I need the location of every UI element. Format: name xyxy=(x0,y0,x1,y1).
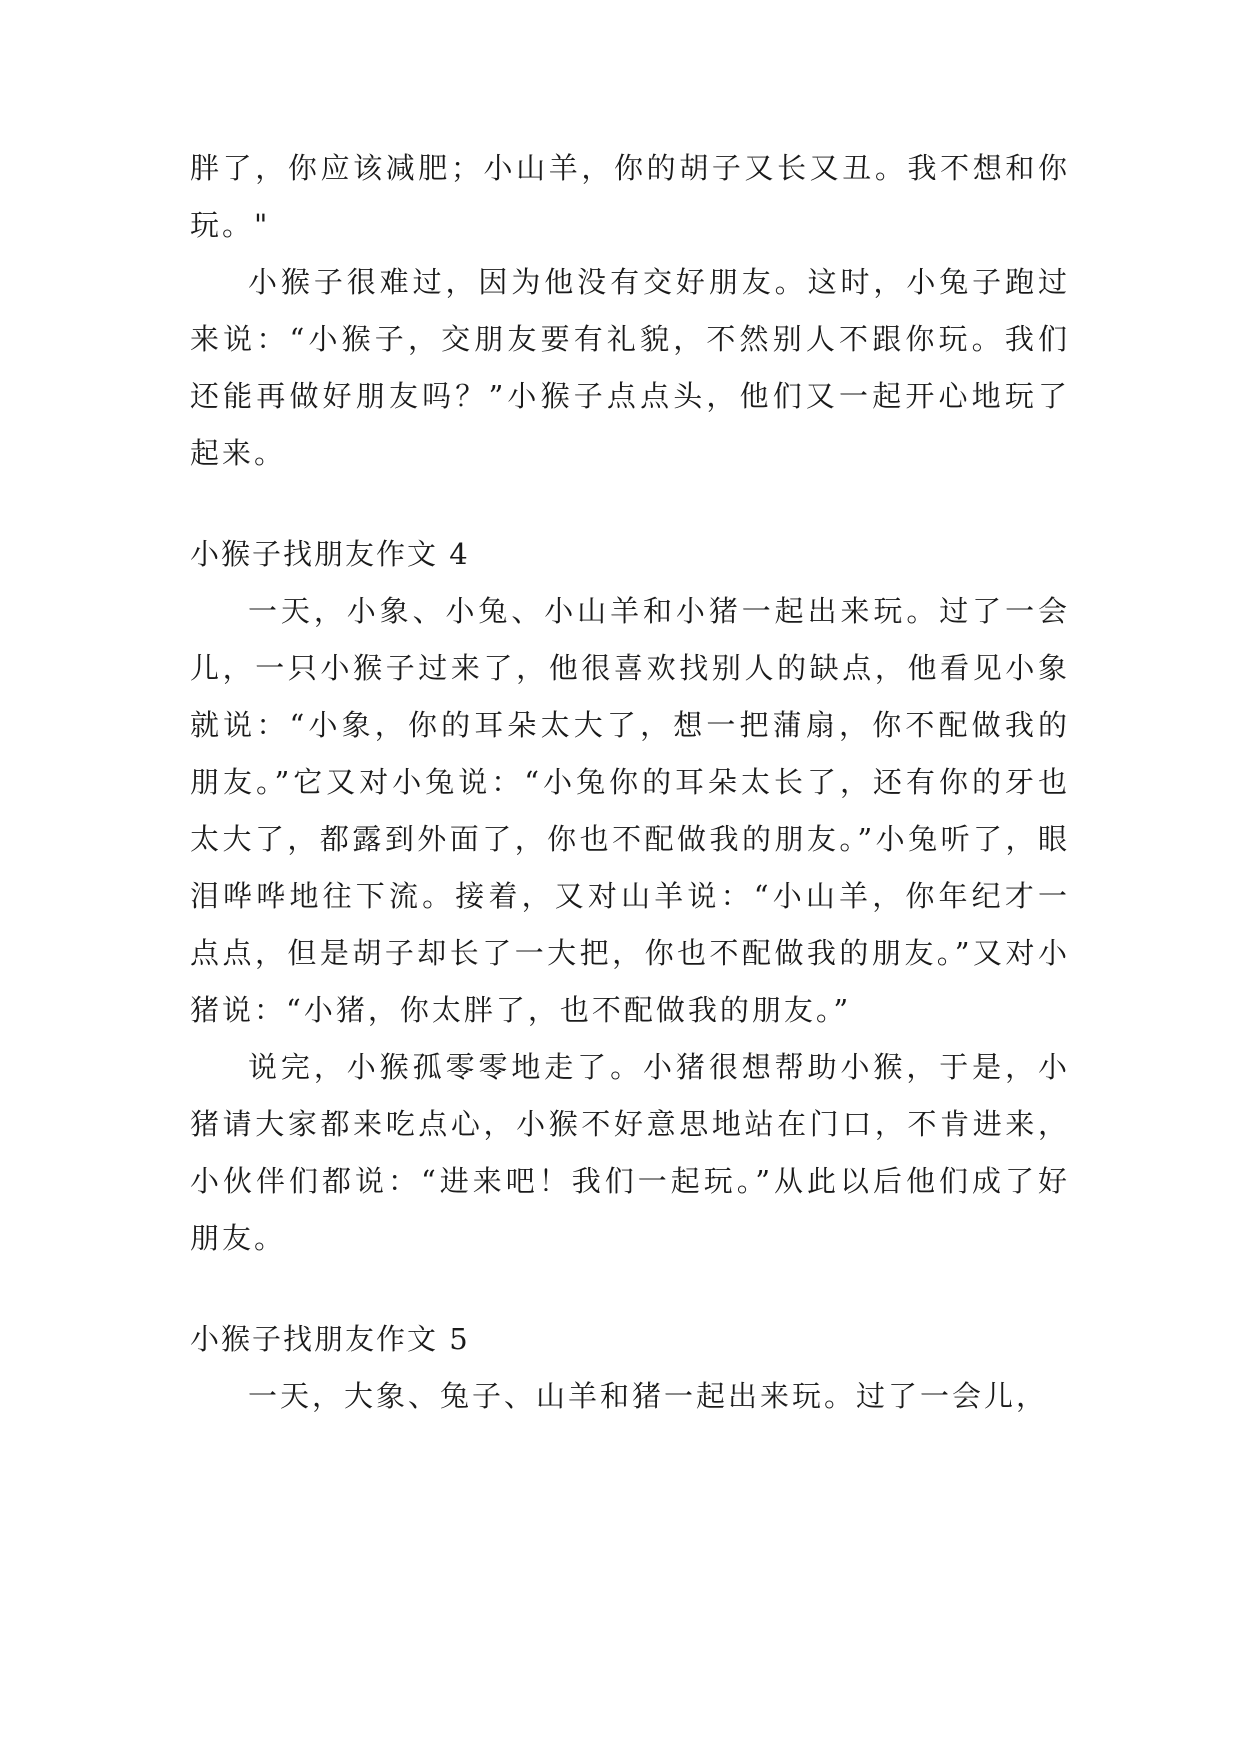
section-gap xyxy=(190,482,1070,526)
section-heading-5: 小猴子找朋友作文 5 xyxy=(190,1322,470,1356)
paragraph: 一天，小象、小兔、小山羊和小猪一起出来玩。过了一会儿，一只小猴子过来了，他很喜欢找别人的缺点，他看见小象就说：“小象，你的耳朵太大了，想一把蒲扇，你不配做我的朋友。”它又对小兔说：“小兔你的耳朵太长了，还有你的牙也太大了，都露到外面了，你也不配做我的朋友。”小兔听了，眼泪哗哗地往下流。接着，又对山羊说：“小山羊，你年纪才一点点，但是胡子却长了一大把，你也不配做我的朋友。”又对小猪说：“小猪，你太胖了，也不配做我的朋友。” xyxy=(190,594,1070,1027)
document-body xyxy=(190,140,1070,1425)
paragraph-continued: 胖了，你应该减肥；小山羊，你的胡子又长又丑。我不想和你玩。" xyxy=(190,151,1070,242)
paragraph: 说完，小猴孤零零地走了。小猪很想帮助小猴，于是，小猪请大家都来吃点心，小猴不好意思地站在门口，不肯进来，小伙伴们都说：“进来吧！我们一起玩。”从此以后他们成了好朋友。 xyxy=(190,1050,1070,1255)
section-heading-4: 小猴子找朋友作文 4 xyxy=(190,537,470,571)
paragraph: 一天，大象、兔子、山羊和猪一起出来玩。过了一会儿， xyxy=(248,1379,1049,1413)
paragraph: 小猴子很难过，因为他没有交好朋友。这时，小兔子跑过来说：“小猴子，交朋友要有礼貌，不然别人不跟你玩。我们还能再做好朋友吗？”小猴子点点头，他们又一起开心地玩了起来。 xyxy=(190,265,1070,470)
section-gap xyxy=(190,1267,1070,1311)
